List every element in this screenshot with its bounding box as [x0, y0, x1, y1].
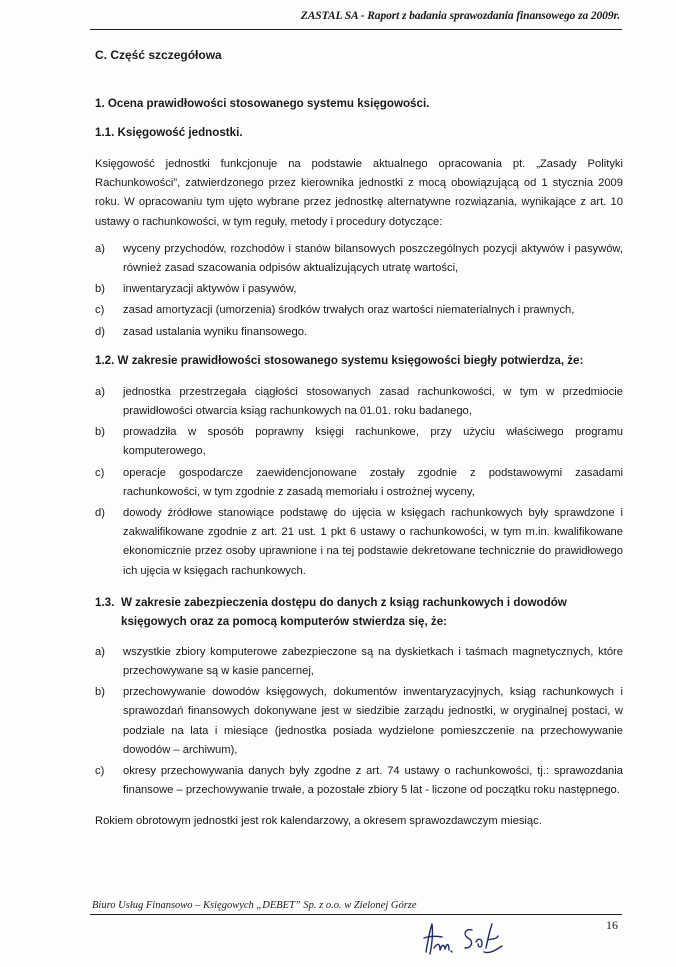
heading-1-1: 1.1. Księgowość jednostki.: [95, 126, 243, 139]
running-header: ZASTAL SA - Raport z badania sprawozdania finansowego za 2009r.: [300, 10, 620, 22]
list-1-1: [95, 240, 623, 342]
list-item: b) prowadziła w sposób poprawny księgi rachunkowe, przy użyciu właściwego programu komputerowego,: [95, 426, 623, 458]
list-item: a) wyceny przychodów, rozchodów i stanów bilansowych poszczególnych pozycji aktywów i pasywów, również zasad szacowania odpisów aktualizujących utratę wartości,: [95, 242, 623, 275]
list-1-3: [95, 643, 623, 801]
footer-rule: [90, 914, 622, 915]
list-item: a) jednostka przestrzegała ciągłości stosowanych zasad rachunkowości, w tym w przedmiocie prawidłowości otwarcia ksiąg rachunkowych na 01.01. roku badanego,: [95, 385, 623, 418]
page-number: 16: [606, 918, 618, 932]
list-item: c) operacje gospodarcze zaewidencjonowane zostały zgodnie z podstawowymi zasadami rachunkowości, w tym zgodnie z zasadą memoriału i ostrożnej wyceny,: [95, 466, 623, 498]
header-rule: [90, 29, 622, 30]
list-item: d) zasad ustalania wyniku finansowego.: [95, 325, 308, 338]
heading-1-3: 1.3. W zakresie zabezpieczenia dostępu do danych z ksiąg rachunkowych i dowodów księgowych oraz za pomocą komputerów stwierdza się, że:: [95, 595, 567, 628]
page-content: [95, 48, 623, 840]
heading-1: 1. Ocena prawidłowości stosowanego systemu księgowości.: [95, 97, 430, 110]
list-item: c) okresy przechowywania danych były zgodne z art. 74 ustawy o rachunkowości, tj.: sprawozdania finansowe – przechowywanie trwałe, a pozostałe zbiory 5 lat - liczone od początku roku następnego.: [95, 765, 623, 797]
list-item: a) wszystkie zbiory komputerowe zabezpieczone są na dyskietkach i taśmach magnetycznych, które przechowywane są w kasie pancernej,: [95, 645, 623, 678]
closing-paragraph: Rokiem obrotowym jednostki jest rok kalendarzowy, a okresem sprawozdawczym miesiąc.: [95, 815, 542, 828]
signature-image: [418, 918, 518, 960]
footer-company: Biuro Usług Finansowo – Księgowych „DEBET” Sp. z o.o. w Zielonej Górze: [92, 900, 417, 911]
list-item: b) przechowywanie dowodów księgowych, dokumentów inwentaryzacyjnych, ksiąg rachunkowych i sprawozdań finansowych dokonywane jest w siedzibie zarządu jednostki, w oryginalnej postaci, w podziale na lata i miesiące (jednostka posiada wydzielone pomieszczenie na przechowywanie dowodów – archiwum),: [95, 686, 623, 756]
section-title: C. Część szczegółowa: [95, 48, 222, 62]
list-item: c) zasad amortyzacji (umorzenia) środków trwałych oraz wartości niematerialnych i prawnych,: [95, 304, 575, 317]
paragraph-1-1: Księgowość jednostki funkcjonuje na podstawie aktualnego opracowania pt. „Zasady Polityki Rachunkowości”, zatwierdzonego przez kierownika jednostki z mocą obowiązującą od 1 stycznia 2009 roku. W opracowaniu tym ujęto wybrane przez jednostkę alternatywne rozwiązania, wynikające z art. 10 ustawy o rachunkowości, w tym reguły, metody i procedury dotyczące:: [95, 158, 623, 228]
list-1-2: [95, 383, 623, 581]
heading-1-2: 1.2. W zakresie prawidłowości stosowanego systemu księgowości biegły potwierdza, że:: [95, 353, 584, 367]
list-item: b) inwentaryzacji aktywów i pasywów,: [95, 283, 297, 296]
list-item: d) dowody źródłowe stanowiące podstawę do ujęcia w księgach rachunkowych były sprawdzone i zakwalifikowane zgodnie z art. 21 ust. 1 pkt 6 ustawy o rachunkowości, w tym m.in. kwalifikowane ekonomicznie przez osoby uprawnione i na tej podstawie dekretowane technicznie do prawidłowego ich ujęcia w księgach rachunkowych.: [95, 507, 623, 577]
